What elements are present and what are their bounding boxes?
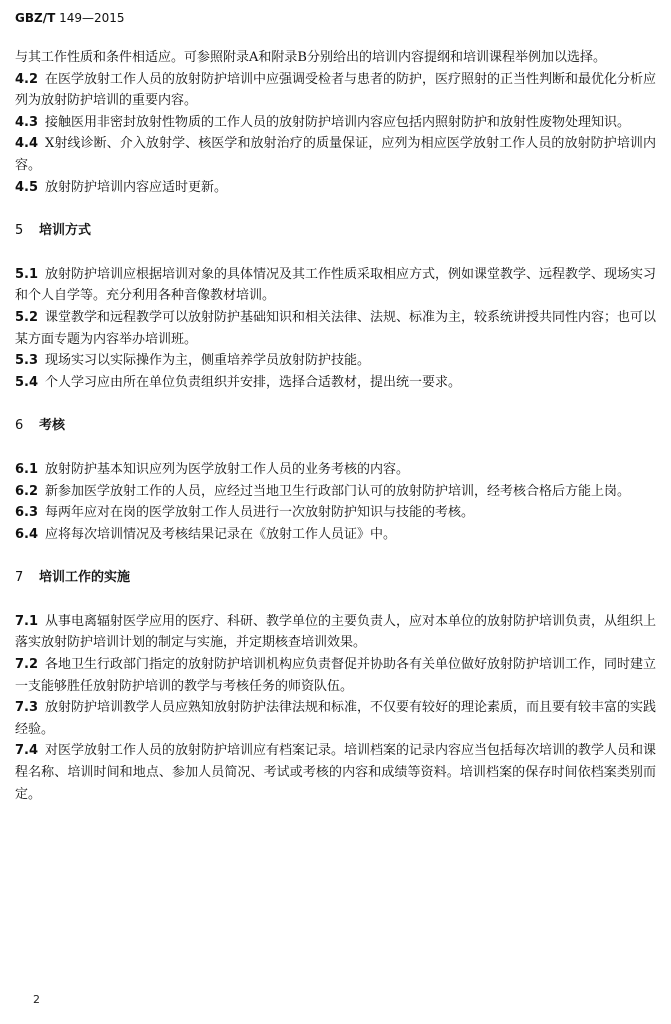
clause-text: 与其工作性质和条件相适应。可参照附录A和附录B分别给出的培训内容提纲和培训课程举例加以选择。 (15, 50, 606, 65)
clause-text: 现场实习以实际操作为主，侧重培养学员放射防护技能。 (45, 353, 371, 369)
document-header (15, 10, 125, 26)
clause-text: 新参加医学放射工作的人员，应经过当地卫生行政部门认可的放射防护培训，经考核合格后方能上岗。 (45, 483, 631, 499)
clause-number: 5.2 (15, 309, 39, 325)
clause-paragraph (15, 372, 656, 394)
clause-number: 6.1 (15, 461, 39, 477)
clause-paragraph (15, 611, 656, 654)
clause-text: 放射防护基本知识应列为医学放射工作人员的业务考核的内容。 (45, 461, 410, 477)
clause-paragraph (15, 133, 656, 176)
clause-number: 7.2 (15, 657, 39, 673)
section-gap (15, 198, 656, 220)
clause-text: 每两年应对在岗的医学放射工作人员进行一次放射防护知识与技能的考核。 (45, 505, 475, 521)
clause-text: 放射防护培训应根据培训对象的具体情况及其工作性质采取相应方式，例如课堂教学、远程教学、现场实习和个人自学等。充分利用各种音像教材培训。 (15, 266, 657, 304)
clause-text: 放射防护培训教学人员应熟知放射防护法律法规和标准，不仅要有较好的理论素质，而且要有较丰富的实践经验。 (15, 700, 657, 737)
clause-text: 应将每次培训情况及考核结果记录在《放射工作人员证》中。 (45, 526, 397, 542)
clause-paragraph (15, 307, 656, 350)
clause-text: 课堂教学和远程教学可以放射防护基础知识和相关法律、法规、标准为主，较系统讲授共同性内容；也可以某方面专题为内容举办培训班。 (15, 309, 657, 347)
section-title: 培训方式 (39, 223, 92, 239)
clause-text: 接触医用非密封放射性物质的工作人员的放射防护培训内容应包括内照射防护和放射性废物处理知识。 (45, 114, 631, 130)
clause-paragraph (15, 502, 656, 524)
standard-number: 149—2015 (59, 11, 125, 25)
clause-number: 4.5 (15, 179, 39, 195)
clause-text: 对医学放射工作人员的放射防护培训应有档案记录。培训档案的记录内容应当包括每次培训的教学人员和课程名称、培训时间和地点、参加人员简况、考试或考核的内容和成绩等资料。培训档案的保存时间依档案类别而定。 (15, 743, 657, 802)
section-title: 考核 (39, 418, 66, 434)
section-gap (15, 545, 656, 567)
section-heading (15, 220, 656, 242)
clause-paragraph (15, 524, 656, 546)
clause-paragraph (15, 47, 656, 69)
clause-number: 6.3 (15, 505, 39, 521)
clause-paragraph (15, 350, 656, 372)
clause-number: 4.2 (15, 71, 39, 87)
clause-paragraph (15, 459, 656, 481)
clause-number: 7.3 (15, 700, 39, 716)
section-gap (15, 437, 656, 459)
section-number: 5 (15, 223, 24, 239)
clause-number: 7.1 (15, 613, 39, 629)
clause-number: 6.2 (15, 483, 39, 499)
clause-paragraph (15, 654, 656, 697)
clause-paragraph (15, 264, 656, 307)
page-number: 2 (33, 993, 40, 1006)
standard-code: GBZ/T (15, 11, 56, 25)
clause-number: 6.4 (15, 526, 39, 542)
clause-paragraph (15, 697, 656, 740)
clause-paragraph (15, 177, 656, 199)
section-heading (15, 567, 656, 589)
clause-number: 5.4 (15, 374, 39, 390)
clause-number: 7.4 (15, 743, 39, 759)
clause-number: 4.3 (15, 114, 39, 130)
document-body (15, 47, 656, 805)
section-heading (15, 415, 656, 437)
section-number: 6 (15, 418, 24, 434)
clause-text: X射线诊断、介入放射学、核医学和放射治疗的质量保证，应列为相应医学放射工作人员的放射防护培训内容。 (15, 136, 656, 173)
clause-paragraph (15, 112, 656, 134)
clause-text: 各地卫生行政部门指定的放射防护培训机构应负责督促并协助各有关单位做好放射防护培训工作，同时建立一支能够胜任放射防护培训的教学与考核任务的师资队伍。 (15, 657, 657, 694)
section-title: 培训工作的实施 (39, 570, 131, 586)
clause-text: 放射防护培训内容应适时更新。 (45, 179, 228, 195)
clause-number: 5.1 (15, 266, 39, 282)
clause-text: 在医学放射工作人员的放射防护培训中应强调受检者与患者的防护，医疗照射的正当性判断和最优化分析应列为放射防护培训的重要内容。 (15, 71, 657, 109)
clause-paragraph (15, 740, 656, 805)
section-gap (15, 393, 656, 415)
clause-text: 从事电离辐射医学应用的医疗、科研、教学单位的主要负责人，应对本单位的放射防护培训负责，从组织上落实放射防护培训计划的制定与实施，并定期核查培训效果。 (15, 613, 657, 651)
clause-number: 5.3 (15, 353, 39, 369)
clause-paragraph (15, 481, 656, 503)
section-number: 7 (15, 570, 24, 586)
section-gap (15, 589, 656, 611)
clause-paragraph (15, 69, 656, 112)
clause-number: 4.4 (15, 136, 39, 152)
section-gap (15, 242, 656, 264)
clause-text: 个人学习应由所在单位负责组织并安排，选择合适教材，提出统一要求。 (45, 374, 462, 390)
